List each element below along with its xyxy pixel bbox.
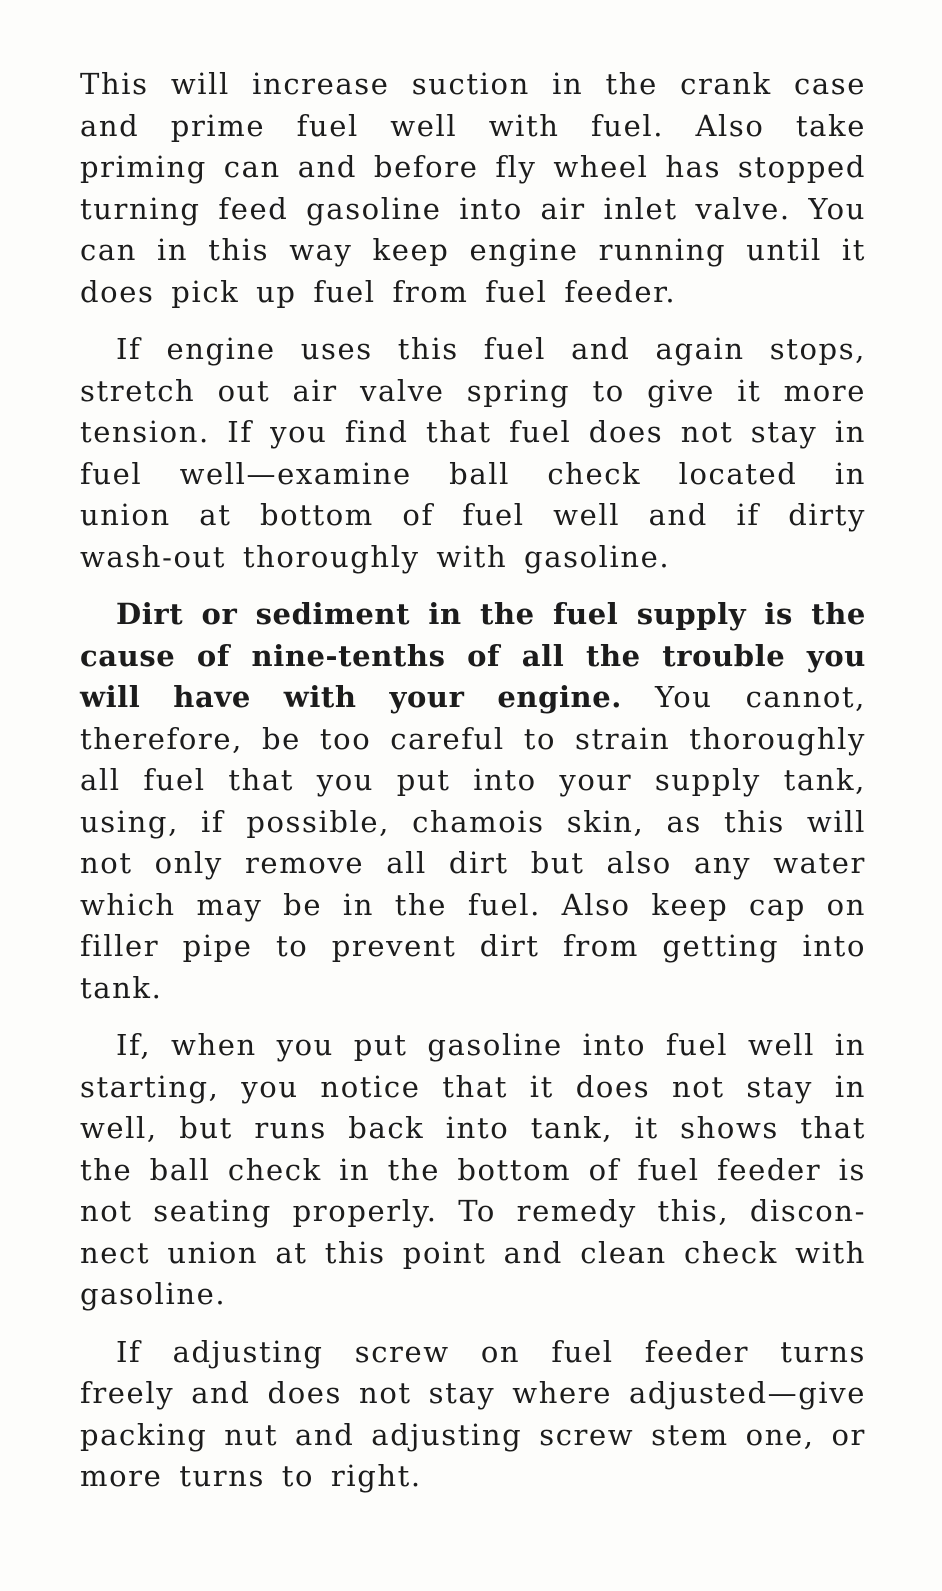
paragraph-2 [80, 329, 866, 578]
paragraph-3-bold-text: Dirt or sediment in the fuel supply is the cause of nine-tenths of all the trouble you will have with your engine. [80, 597, 866, 714]
body-text [80, 64, 866, 1514]
paragraph-1 [80, 64, 866, 313]
paragraph-5 [80, 1332, 866, 1498]
paragraph-4-text: If, when you put gasoline into fuel well in starting, you notice that it does not stay in well, but runs back into tank, it shows that the ball check in the bottom of fuel feeder is not seating properly. To remedy this, discon-nect union at this point and clean check with gasoline. [80, 1028, 866, 1311]
paragraph-4 [80, 1025, 866, 1316]
paragraph-1-text: This will increase suction in the crank case and prime fuel well with fuel. Also take priming can and before fly wheel has stopped turning feed gasoline into air inlet valve. You can in this way keep engine running until it does pick up fuel from fuel feeder. [80, 67, 866, 309]
paragraph-3 [80, 594, 866, 1009]
paragraph-2-text: If engine uses this fuel and again stops, stretch out air valve spring to give it more tension. If you find that fuel does not stay in fuel well—examine ball check located in union at bottom of fuel well and if dirty wash-out thoroughly with gasoline. [80, 332, 866, 574]
paragraph-3-text: You cannot, therefore, be too careful to strain thoroughly all fuel that you put into your supply tank, using, if possible, chamois skin, as this will not only remove all dirt but also any water which may be in the fuel. Also keep cap on filler pipe to prevent dirt from getting into tank. [80, 680, 866, 1005]
paragraph-5-text: If adjusting screw on fuel feeder turns freely and does not stay where adjusted—give packing nut and adjusting screw stem one, or more turns to right. [80, 1334, 866, 1493]
